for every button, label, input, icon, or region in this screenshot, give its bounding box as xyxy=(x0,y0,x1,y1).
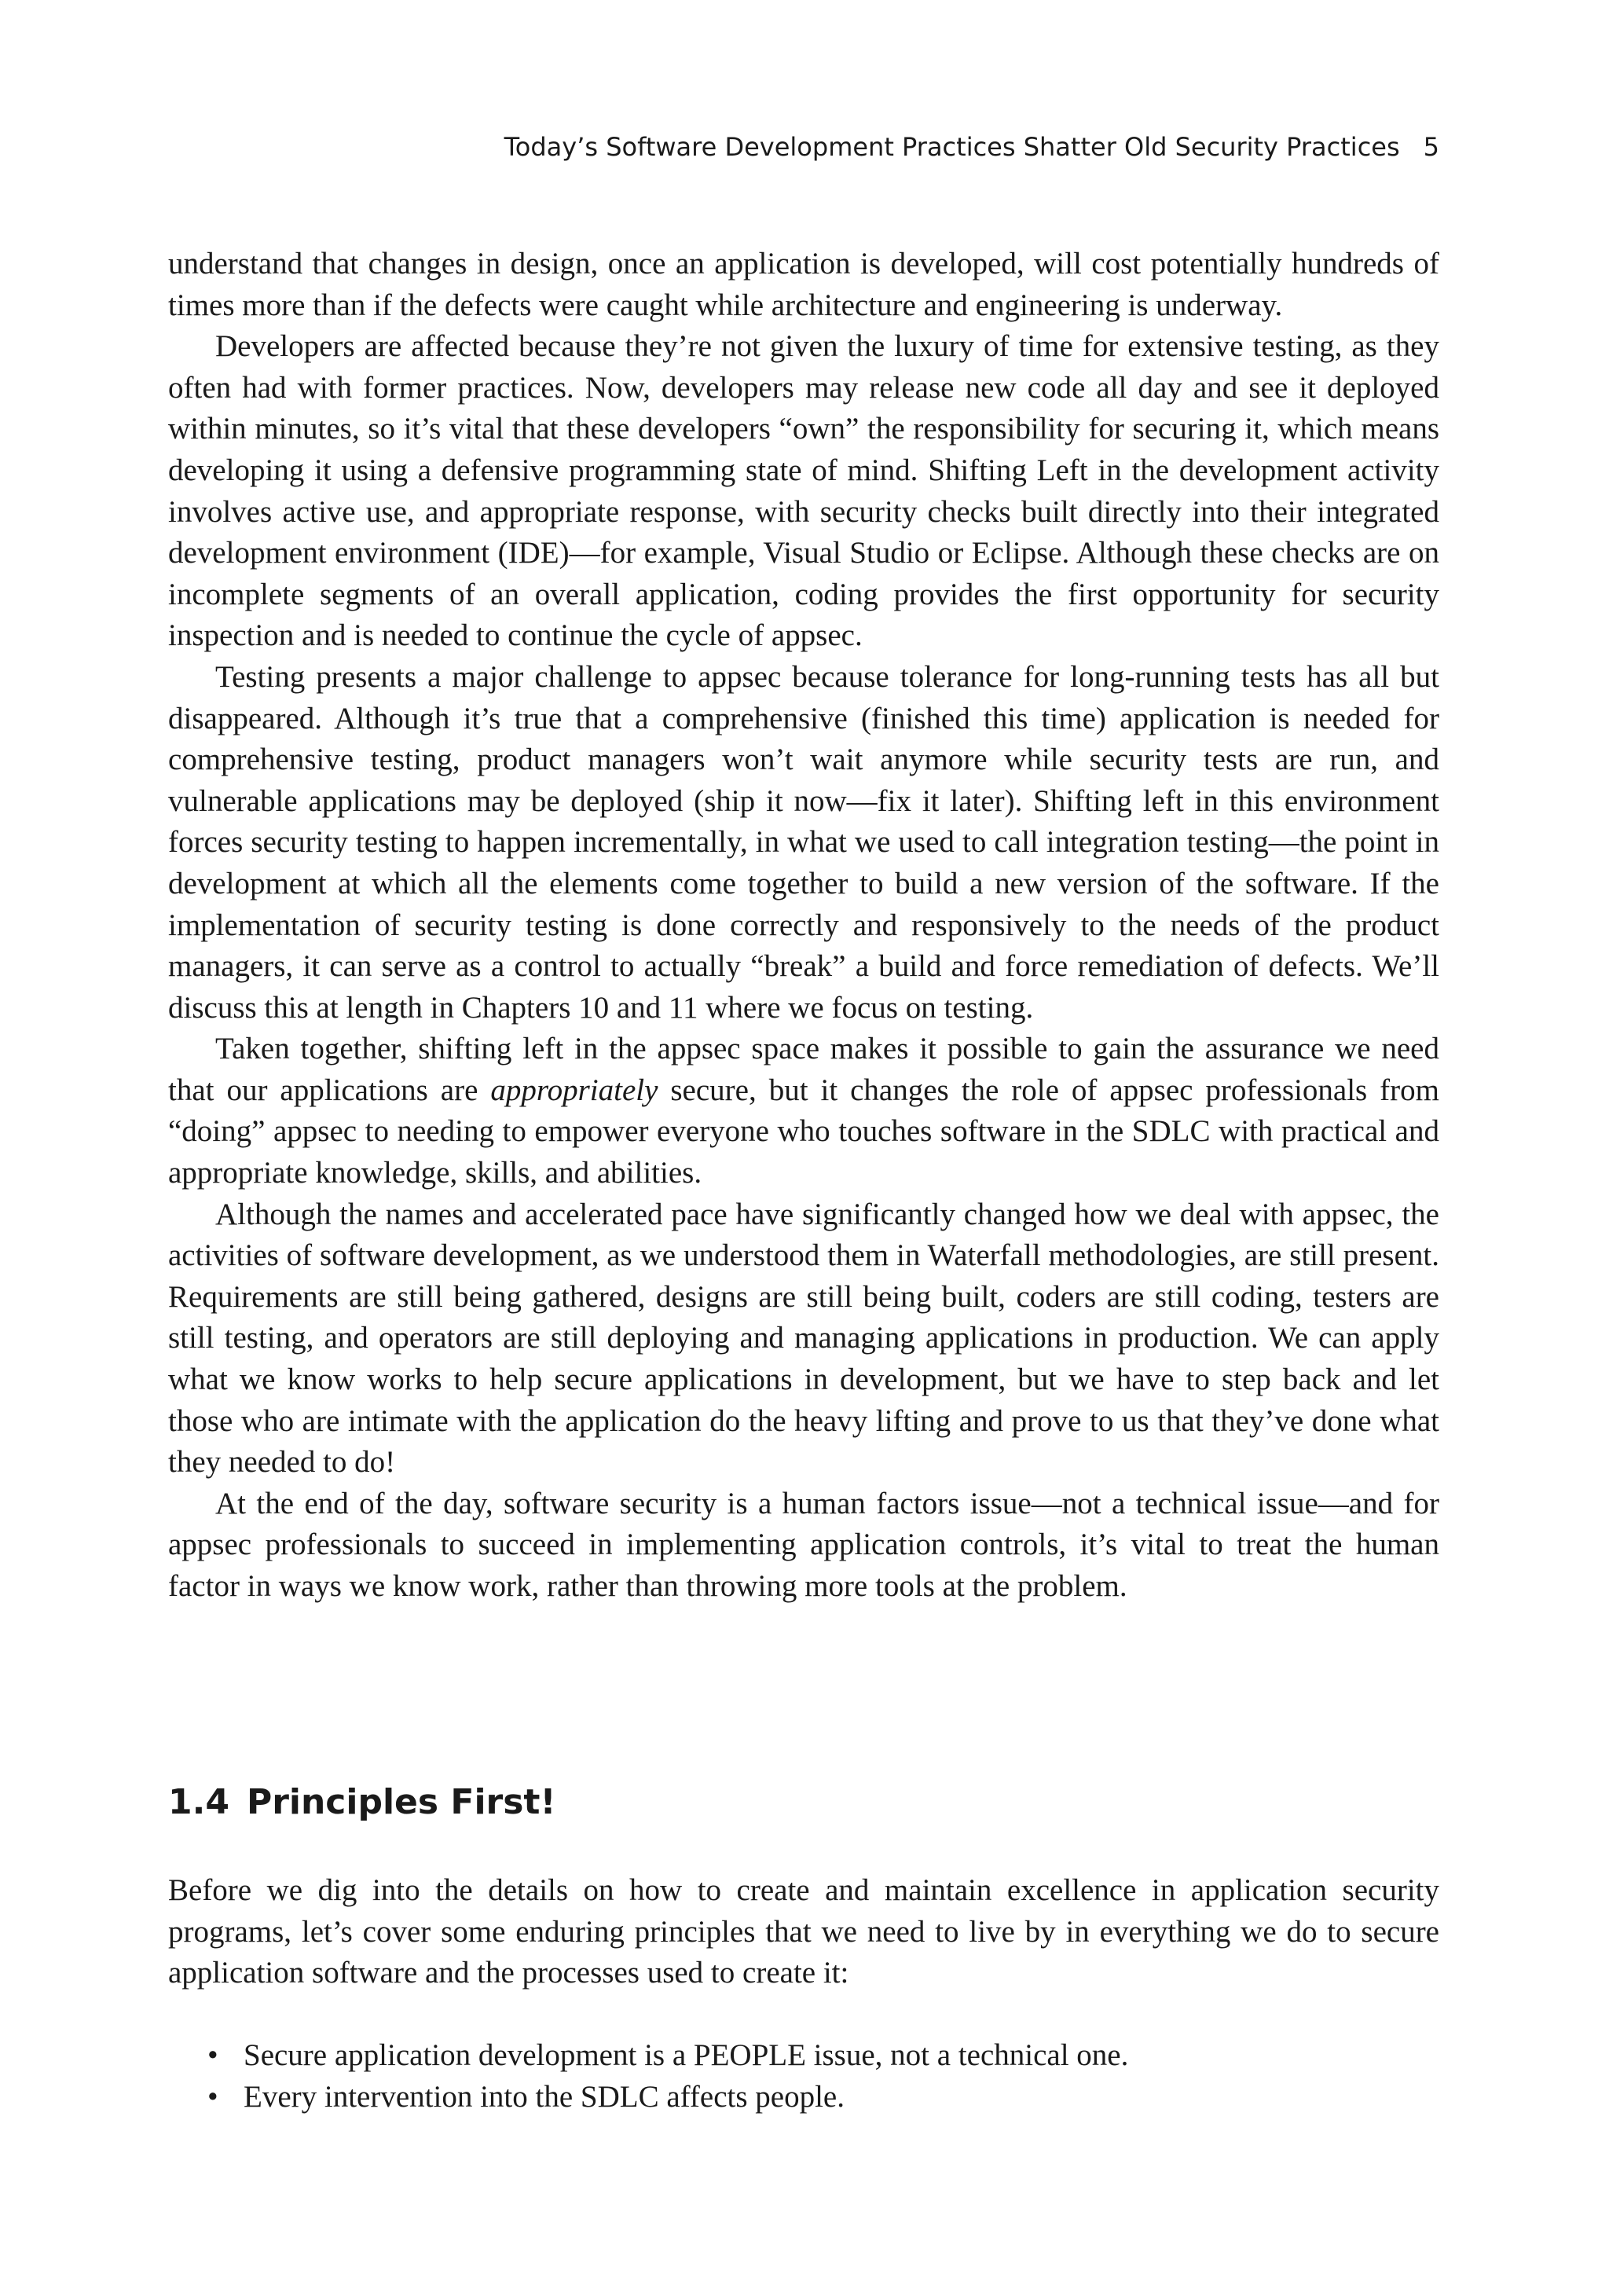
list-item xyxy=(168,2035,1439,2077)
page-number: 5 xyxy=(1423,132,1439,162)
emphasis-appropriately: appropriately xyxy=(490,1073,658,1107)
bullet-dot: • xyxy=(207,2079,218,2114)
paragraph-text-before: Taken together, shifting left in the appsec space makes it possible to gain the assurance we need that our applications are xyxy=(168,1032,1439,1107)
list-item xyxy=(168,2077,1439,2118)
body-text xyxy=(168,244,1439,1608)
paragraph-testing: Testing presents a major challenge to appsec because tolerance for long-running tests has all but disappeared. Although it’s true that a comprehensive (finished this time) application is needed for comprehensive testing, product managers won’t wait anymore while security tests are run, and vulnerable applications may be deployed (ship it now—fix it later). Shifting left in this environment forces security testing to happen incrementally, in what we used to call integration testing—the point in development at which all the elements come together to build a new version of the software. If the implementation of security testing is done correctly and responsively to the needs of the product managers, it can serve as a control to actually “break” a build and force remediation of defects. We’ll discuss this at length in Chapters 10 and 11 where we focus on testing. xyxy=(168,659,1439,1025)
section-title: Principles First! xyxy=(246,1782,556,1822)
bullet-dot: • xyxy=(207,2038,218,2072)
principles-list xyxy=(168,2035,1439,2118)
paragraph-developers: Developers are affected because they’re not given the luxury of time for extensive testing, as they often had with former practices. Now, developers may release new code all day and see it deployed within minutes, so it’s vital that these developers “own” the responsibility for securing it, which means developing it using a defensive programming state of mind. Shifting Left in the development activity involves active use, and appropriate response, with security checks built directly into their integrated development environment (IDE)—for example, Visual Studio or Eclipse. Although these checks are on incomplete segments of an overall application, coding provides the first opportunity for security inspection and is needed to continue the cycle of appsec. xyxy=(168,329,1439,653)
running-header xyxy=(168,132,1439,162)
section-heading xyxy=(168,1782,1439,1822)
section-number: 1.4 xyxy=(168,1782,229,1822)
list-item-text: Secure application development is a PEOPLE issue, not a technical one. xyxy=(244,2038,1129,2072)
paragraph-text-after: secure, but it changes the role of appsec professionals from “doing” appsec to needing to empower everyone who touches software in the SDLC with practical and appropriate knowledge, skills, and abilities. xyxy=(168,1073,1439,1190)
list-item-text: Every intervention into the SDLC affects people. xyxy=(244,2079,845,2114)
running-title: Today’s Software Development Practices Shatter Old Security Practices xyxy=(504,132,1400,162)
paragraph-continued: understand that changes in design, once an application is developed, will cost potentially hundreds of times more than if the defects were caught while architecture and engineering is underway. xyxy=(168,247,1439,322)
paragraph-end-of-day: At the end of the day, software security is a human factors issue—not a technical issue—and for appsec professionals to succeed in implementing application controls, it’s vital to treat the human factor in ways we know work, rather than throwing more tools at the problem. xyxy=(168,1486,1439,1603)
paragraph-taken-together xyxy=(168,1029,1439,1194)
section-intro: Before we dig into the details on how to create and maintain excellence in application security programs, let’s cover some enduring principles that we need to live by in everything we do to secure application software and the processes used to create it: xyxy=(168,1873,1439,1990)
paragraph-although: Although the names and accelerated pace have significantly changed how we deal with appsec, the activities of software development, as we understood them in Waterfall methodologies, are still present. Requirements are still being gathered, designs are still being built, coders are still coding, testers are still testing, and operators are still deploying and managing applications in production. We can apply what we know works to help secure applications in development, but we have to step back and let those who are intimate with the application do the heavy lifting and prove to us that they’ve done what they needed to do! xyxy=(168,1197,1439,1480)
